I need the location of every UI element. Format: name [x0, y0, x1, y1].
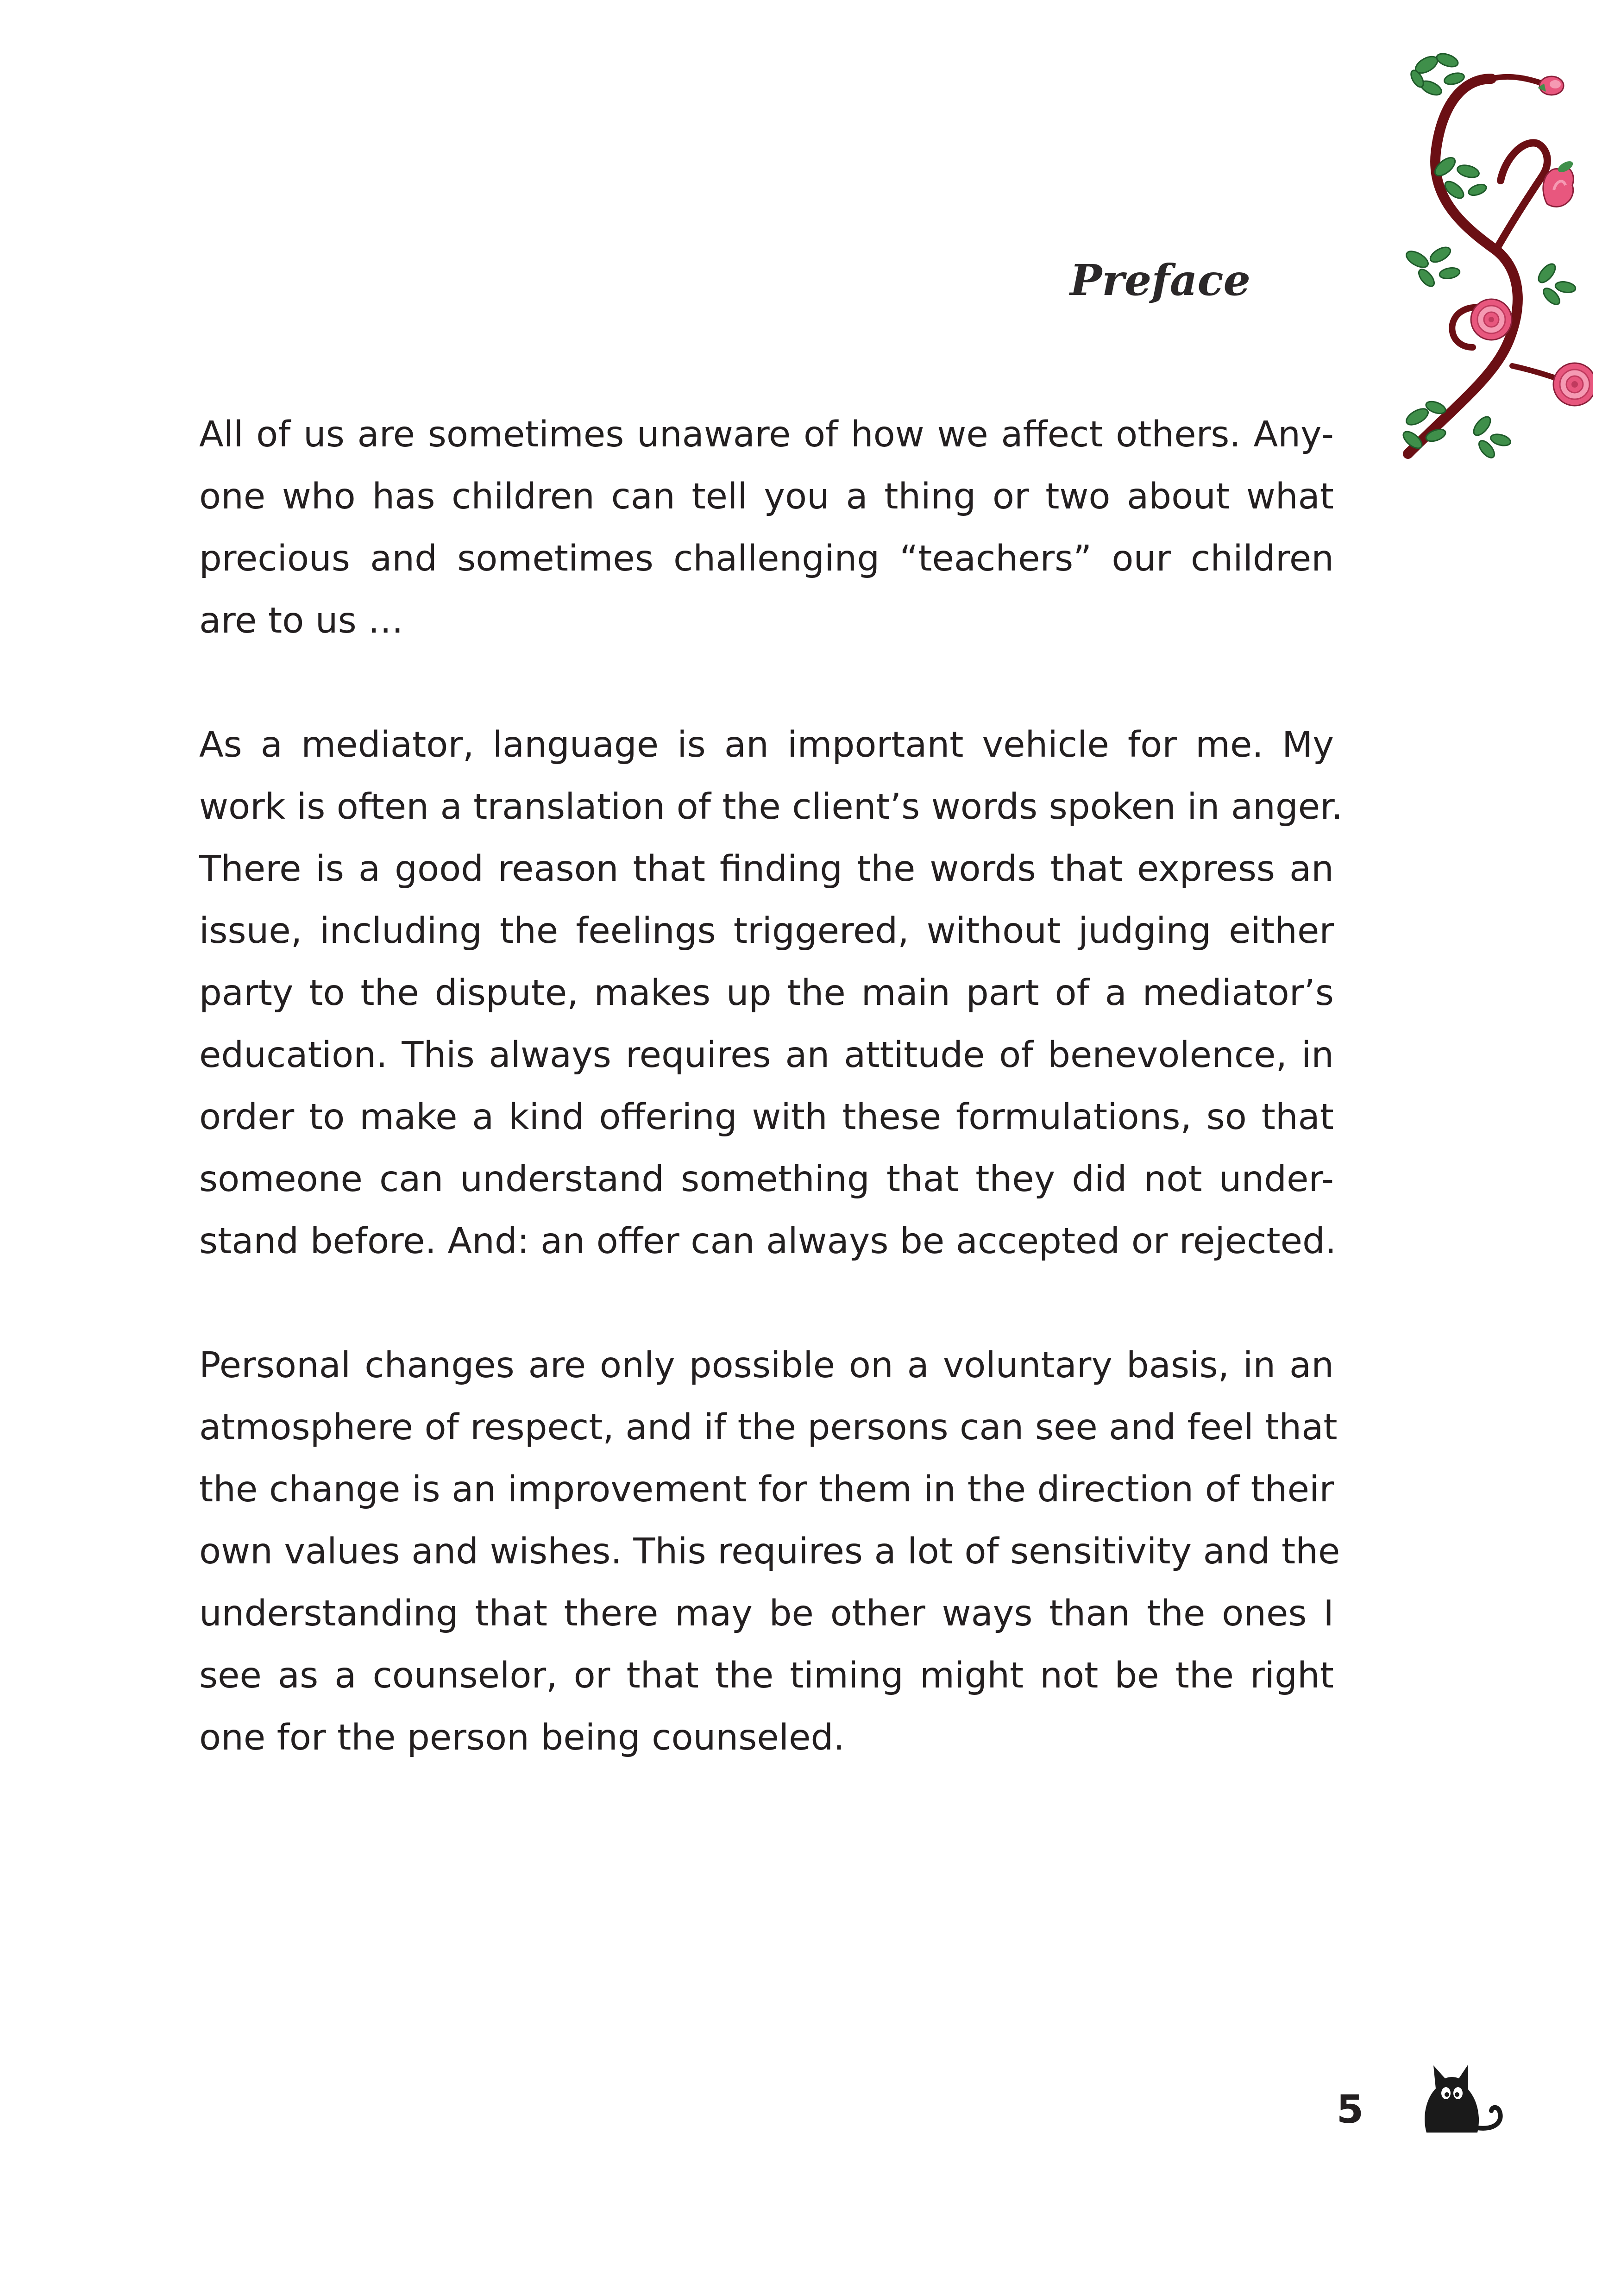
text-line: own values and wishes. This requires a lot of sensitivity and the: [199, 1531, 1340, 1572]
text-line: All of us are sometimes unaware of how we affect others. Any-: [199, 414, 1334, 455]
text-line: party to the dispute, makes up the main part of a mediator’s: [199, 972, 1334, 1014]
page-number: 5: [1336, 2087, 1364, 2132]
text-line: stand before. And: an offer can always be accepted or rejected.: [199, 1221, 1337, 1262]
page-title: Preface: [1070, 255, 1250, 305]
text-line: There is a good reason that finding the words that express an: [199, 848, 1334, 890]
text-line: work is often a translation of the client’s words spoken in anger.: [199, 786, 1343, 828]
text-line: issue, including the feelings triggered, without judging either: [199, 910, 1334, 952]
text-line: Personal changes are only possible on a voluntary basis, in an: [199, 1345, 1334, 1386]
rose-vine-icon: [1399, 51, 1593, 477]
text-line: someone can understand something that they did not under-: [199, 1159, 1334, 1200]
text-line: one who has children can tell you a thing or two about what: [199, 476, 1334, 517]
text-line: one for the person being counseled.: [199, 1717, 845, 1758]
text-line: As a mediator, language is an important vehicle for me. My: [199, 724, 1334, 765]
body-text: [199, 404, 1343, 1831]
paragraph: [199, 714, 1343, 1273]
text-line: the change is an improvement for them in the direction of their: [199, 1469, 1334, 1510]
paragraph: [199, 1335, 1340, 1769]
text-line: precious and sometimes challenging “teachers” our children: [199, 538, 1334, 579]
text-line: are to us …: [199, 600, 404, 641]
text-line: see as a counselor, or that the timing might not be the right: [199, 1655, 1334, 1696]
text-line: atmosphere of respect, and if the persons can see and feel that: [199, 1407, 1338, 1448]
text-line: order to make a kind offering with these formulations, so that: [199, 1097, 1334, 1138]
text-line: understanding that there may be other ways than the ones I: [199, 1593, 1334, 1634]
text-line: education. This always requires an attitude of benevolence, in: [199, 1035, 1334, 1076]
paragraph: [199, 404, 1334, 652]
black-cat-icon: [1408, 2047, 1510, 2139]
